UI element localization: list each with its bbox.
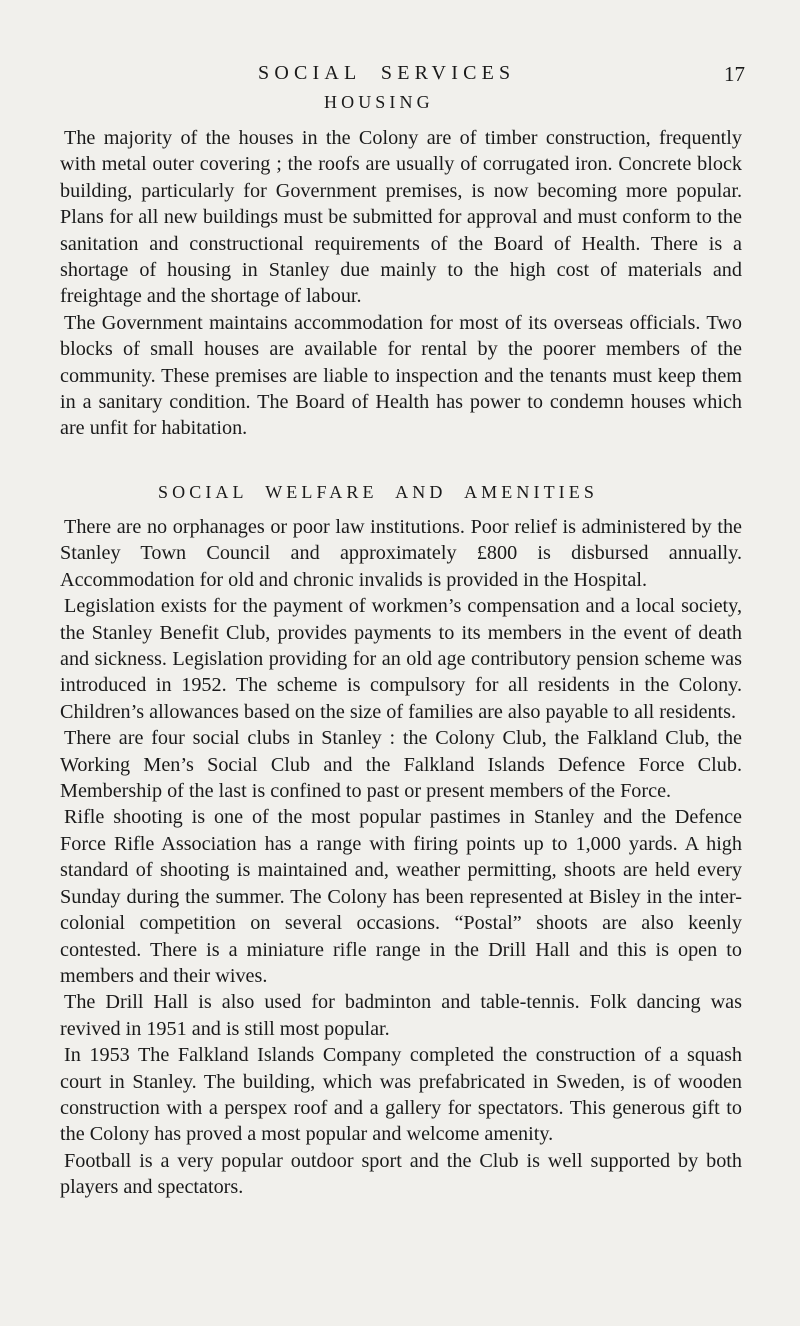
running-header — [0, 62, 800, 90]
page-number: 17 — [724, 62, 745, 86]
section-heading-social-welfare: SOCIAL WELFARE AND AMENITIES — [158, 482, 598, 502]
paragraph: Legislation exists for the payment of workmen’s compensation and a local society, the Stanley Benefit Club, provides payments to its members in the event of death and sickness. Legislation providing for an old age contributory pension scheme was introduced in 1952. The scheme is compulsory for all residents in the Colony. Children’s allowances based on the size of families are also payable to all residents. — [60, 595, 742, 723]
paragraph: The Drill Hall is also used for badminton and table-tennis. Folk dancing was revived in 1951 and is still most popular. — [60, 991, 742, 1040]
running-title: SOCIAL SERVICES — [258, 62, 516, 84]
paragraph: Football is a very popular outdoor sport and the Club is well supported by both players and spectators. — [60, 1149, 742, 1199]
paragraph: Rifle shooting is one of the most popular pastimes in Stanley and the Defence Force Rifle Association has a range with firing points up to 1,000 yards. A high standard of shooting is maintained and, weather permitting, shoots are held every Sunday during the summer. The Colony has been represented at Bisley in the inter-colonial competition on several occasions. “Postal” shoots are also keenly contested. There is a miniature rifle range in the Drill Hall and this is open to members and their wives. — [60, 806, 742, 987]
paragraph: There are four social clubs in Stanley : the Colony Club, the Falkland Club, the Working Men’s Social Club and the Falkland Islands Defence Force Club. Membership of the last is confined to past or present members of the Force. — [60, 727, 742, 803]
paragraph: The majority of the houses in the Colony are of timber construction, frequently with metal outer covering ; the roofs are usually of corrugated iron. Concrete block building, particularly for Government premises, is now becoming more popular. Plans for all new buildings must be submitted for approval and must conform to the sanitation and constructional requirements of the Board of Health. There is a shortage of housing in Stanley due mainly to the high cost of materials and freightage and the shortage of labour. — [60, 127, 742, 308]
section-heading-housing: HOUSING — [324, 92, 434, 112]
paragraph: There are no orphanages or poor law institutions. Poor relief is administered by the Stanley Town Council and approximately £800 is disbursed annually. Accommodation for old and chronic invalids is provided in the Hospital. — [60, 516, 742, 591]
section-body-social-welfare — [60, 514, 742, 1201]
paragraph: The Government maintains accommodation for most of its overseas officials. Two blocks of small houses are available for rental by the poorer members of the community. These premises are liable to inspection and the tenants must keep them in a sanitary condition. The Board of Health has power to condemn houses which are unfit for habitation. — [60, 311, 742, 440]
paragraph: In 1953 The Falkland Islands Company completed the construction of a squash court in Stanley. The building, which was prefabricated in Sweden, is of wooden construction with a perspex roof and a gallery for spectators. This generous gift to the Colony has proved a most popular and welcome amenity. — [60, 1044, 742, 1146]
section-body-housing — [60, 125, 742, 442]
